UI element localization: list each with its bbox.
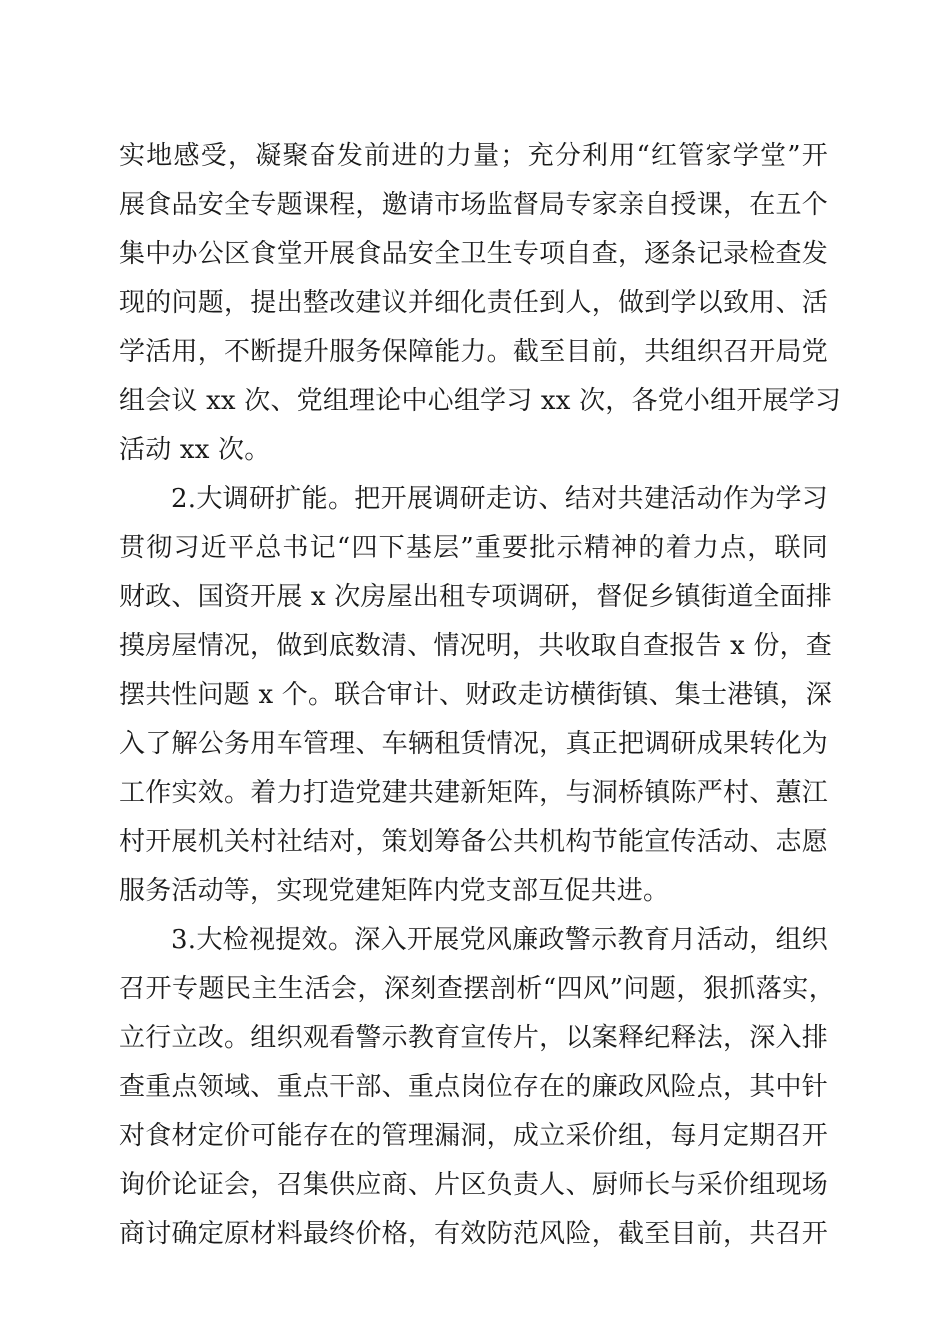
paragraph-2-line-5: 摆共性问题 x 个。联合审计、财政走访横街镇、集士港镇，深 [119, 680, 832, 710]
paragraph-1-line-4: 现的问题，提出整改建议并细化责任到人，做到学以致用、活 [119, 288, 828, 318]
paragraph-1-line-1: 实地感受，凝聚奋发前进的力量；充分利用“红管家学堂”开 [119, 141, 828, 171]
paragraph-1-line-5: 学活用，不断提升服务保障能力。截至目前，共组织召开局党 [119, 337, 828, 367]
paragraph-3-line-1: 3.大检视提效。深入开展党风廉政警示教育月活动，组织 [171, 925, 828, 955]
paragraph-2-line-4: 摸房屋情况，做到底数清、情况明，共收取自查报告 x 份，查 [119, 631, 832, 661]
paragraph-2-line-3: 财政、国资开展 x 次房屋出租专项调研，督促乡镇街道全面排 [119, 582, 832, 612]
paragraph-1-line-3: 集中办公区食堂开展食品安全卫生专项自查，逐条记录检查发 [119, 239, 828, 269]
paragraph-3-line-2: 召开专题民主生活会，深刻查摆剖析“四风”问题，狠抓落实， [119, 974, 835, 1004]
paragraph-2-line-2: 贯彻习近平总书记“四下基层”重要批示精神的着力点，联同 [119, 533, 828, 563]
paragraph-2-line-7: 工作实效。着力打造党建共建新矩阵，与洞桥镇陈严村、蕙江 [119, 778, 828, 808]
paragraph-1-line-2: 展食品安全专题课程，邀请市场监督局专家亲自授课，在五个 [119, 190, 828, 220]
paragraph-2-line-9: 服务活动等，实现党建矩阵内党支部互促共进。 [119, 876, 670, 906]
paragraph-1-line-7: 活动 xx 次。 [119, 435, 271, 465]
paragraph-3-line-5: 对食材定价可能存在的管理漏洞，成立采价组，每月定期召开 [119, 1121, 828, 1151]
paragraph-2-line-6: 入了解公务用车管理、车辆租赁情况，真正把调研成果转化为 [119, 729, 828, 759]
paragraph-2-line-8: 村开展机关村社结对，策划筹备公共机构节能宣传活动、志愿 [119, 827, 828, 857]
paragraph-3-line-6: 询价论证会，召集供应商、片区负责人、厨师长与采价组现场 [119, 1170, 828, 1200]
paragraph-3-line-3: 立行立改。组织观看警示教育宣传片，以案释纪释法，深入排 [119, 1023, 828, 1053]
paragraph-2-line-1: 2.大调研扩能。把开展调研走访、结对共建活动作为学习 [171, 484, 828, 514]
paragraph-3-line-4: 查重点领域、重点干部、重点岗位存在的廉政风险点，其中针 [119, 1072, 828, 1102]
paragraph-3-line-7: 商讨确定原材料最终价格，有效防范风险，截至目前，共召开 [119, 1219, 828, 1249]
paragraph-1-line-6: 组会议 xx 次、党组理论中心组学习 xx 次，各党小组开展学习 [119, 386, 842, 416]
